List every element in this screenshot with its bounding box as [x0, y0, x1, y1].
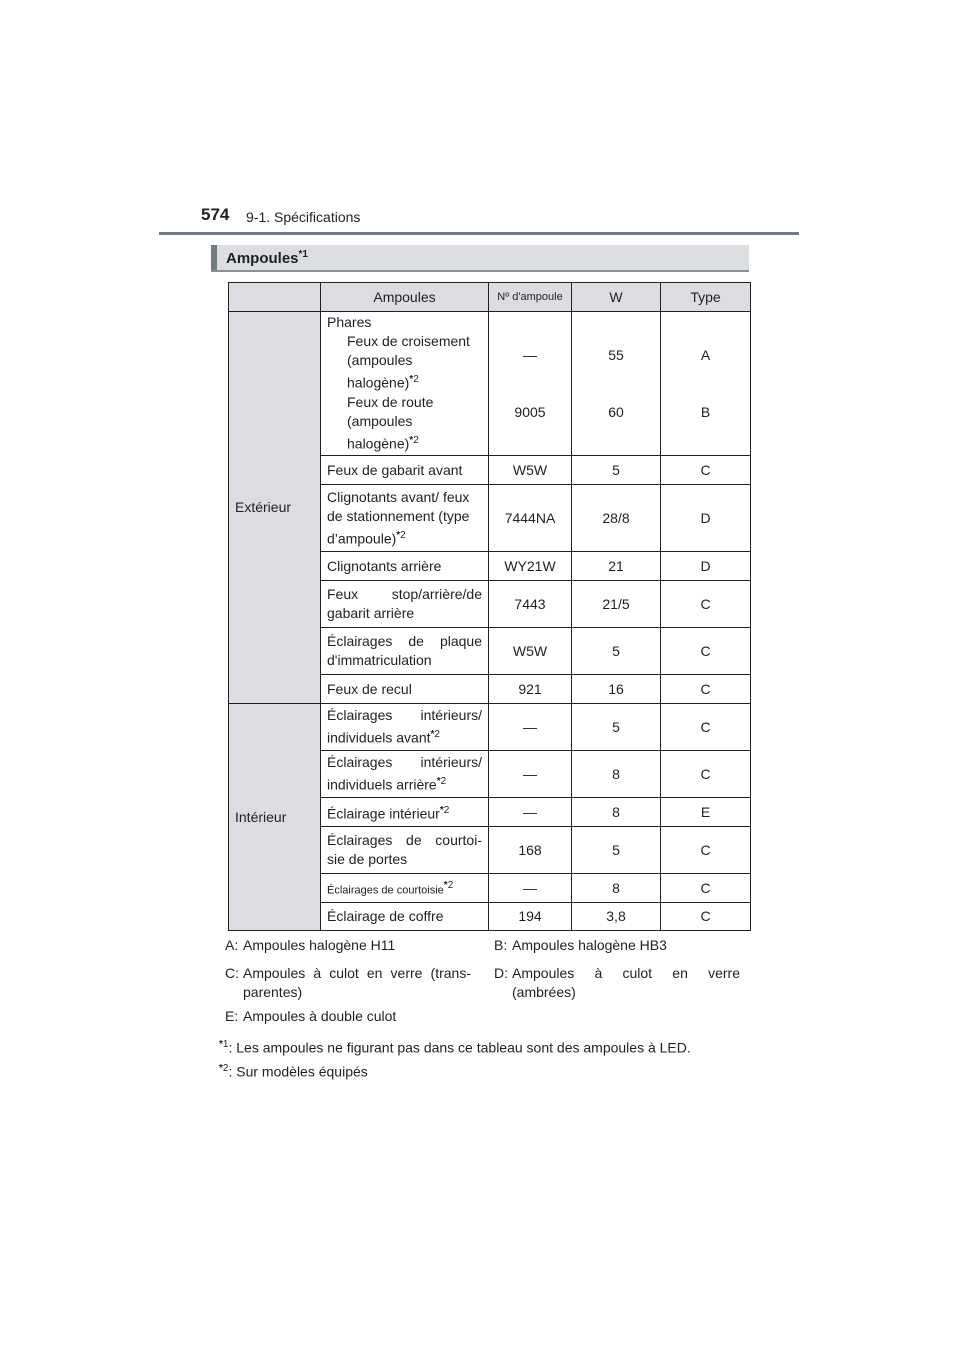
headlights-numbers: [489, 312, 572, 456]
footnote-number: 2: [413, 435, 419, 446]
footnote-number: 2: [222, 1063, 229, 1074]
row-type: D: [661, 552, 751, 581]
row-type: C: [661, 456, 751, 485]
high-beam-label: [327, 393, 482, 454]
footnote-star: *: [219, 1063, 223, 1074]
row-bulb-number: —: [489, 704, 572, 751]
footnote-star: *: [443, 879, 448, 891]
row-watts: 16: [572, 675, 661, 704]
title-stripe: [211, 245, 217, 270]
footnote-number: 2: [440, 776, 447, 788]
row-label-text: Éclairages intérieurs/ individuels avant: [327, 707, 482, 746]
header-type: Type: [661, 283, 751, 312]
legend-c: [225, 964, 475, 1002]
row-label: Éclairage de coffre: [321, 903, 489, 931]
legend-text: Ampoules à double culot: [243, 1008, 397, 1024]
legend-d: [494, 964, 744, 1002]
row-label: [321, 751, 489, 798]
low-beam-watts: 55: [608, 346, 624, 363]
row-label-text: Éclairage intérieur: [327, 805, 440, 822]
legend-b: [494, 936, 744, 955]
footnote-star: *: [430, 729, 435, 741]
legend-key: B:: [494, 937, 508, 953]
row-type: C: [661, 628, 751, 675]
row-headlights-label: [321, 312, 489, 456]
row-watts: 8: [572, 751, 661, 798]
header-bulb-number: Nº d'ampoule: [489, 283, 572, 312]
row-bulb-number: W5W: [489, 628, 572, 675]
header-watts: W: [572, 283, 661, 312]
high-beam-line1: Feux de route: [347, 394, 434, 410]
row-bulb-number: —: [489, 798, 572, 827]
row-bulb-number: W5W: [489, 456, 572, 485]
row-watts: 5: [572, 628, 661, 675]
section-header: 9-1. Spécifications: [246, 209, 361, 225]
row-label-text: Clignotants avant/ feux de stationnement (type d’ampoule): [327, 488, 470, 547]
row-type: D: [661, 485, 751, 552]
high-beam-type: B: [700, 403, 711, 420]
legend-key: E:: [225, 1008, 239, 1024]
low-beam-line3: halogène): [347, 375, 410, 391]
footnote-text: : Les ampoules ne figurant pas dans ce tableau sont des ampoules à LED.: [228, 1039, 691, 1056]
footnote-number: 1: [302, 249, 308, 260]
row-bulb-number: 168: [489, 827, 572, 874]
table-row: [229, 312, 751, 456]
footnote-star: *: [436, 776, 441, 788]
row-label: Éclairages de courtoi- sie de portes: [321, 827, 489, 874]
low-beam-type: A: [700, 346, 711, 363]
header-bulbs: Ampoules: [321, 283, 489, 312]
footnote-1: [219, 1035, 691, 1058]
row-type: C: [661, 827, 751, 874]
footnote-number: 2: [447, 879, 454, 891]
table-row: [229, 704, 751, 751]
footnote-text: : Sur modèles équipés: [228, 1063, 368, 1080]
row-watts: 21/5: [572, 581, 661, 628]
legend-text: Ampoules halogène HB3: [512, 937, 667, 953]
row-watts: 5: [572, 827, 661, 874]
header-rule: [159, 232, 799, 235]
low-beam-line2: (ampoules: [347, 352, 413, 369]
row-type: C: [661, 903, 751, 931]
row-watts: 8: [572, 874, 661, 903]
header-blank: [229, 283, 321, 312]
footnote-number: 2: [434, 729, 440, 741]
legend-text: Ampoules à culot en verre (trans- parentes): [243, 965, 471, 1000]
row-label: Éclairages de plaque d'immatriculation: [321, 628, 489, 675]
group-interior: Intérieur: [229, 704, 321, 931]
row-type: E: [661, 798, 751, 827]
row-label: Clignotants arrière: [321, 552, 489, 581]
low-beam-number: —: [523, 346, 537, 363]
footnote-star: *: [219, 1039, 223, 1050]
legend-a: [225, 936, 470, 955]
low-beam-label: [327, 332, 482, 393]
row-watts: 5: [572, 456, 661, 485]
footnote-number: 2: [443, 804, 450, 816]
footnote-star: *: [298, 249, 303, 260]
row-label: [321, 485, 489, 552]
row-bulb-number: —: [489, 874, 572, 903]
footnote-number: 1: [222, 1039, 229, 1050]
row-label-text: Éclairages de courtoisie: [327, 884, 444, 897]
high-beam-line2: (ampoules: [347, 413, 413, 429]
legend-e: [225, 1007, 485, 1026]
page-number: 574: [201, 205, 230, 224]
high-beam-line3: halogène): [347, 435, 410, 452]
row-bulb-number: 921: [489, 675, 572, 704]
headlights-watts: [572, 312, 661, 456]
legend-text: Ampoules à culot en verre (ambrées): [512, 965, 740, 1000]
row-type: C: [661, 581, 751, 628]
row-type: C: [661, 675, 751, 704]
row-label: [321, 704, 489, 751]
bulb-table: [228, 282, 751, 931]
row-bulb-number: 7444NA: [489, 485, 572, 552]
footnote-star: *: [439, 804, 444, 816]
row-watts: 21: [572, 552, 661, 581]
group-exterior: Extérieur: [229, 312, 321, 704]
footnote-number: 2: [400, 529, 406, 541]
row-type: C: [661, 704, 751, 751]
footnote-star: *: [409, 374, 414, 386]
footnote-star: *: [396, 529, 401, 541]
row-label: Feux stop/arrière/de gabarit arrière: [321, 581, 489, 628]
footnote-2: [219, 1059, 368, 1082]
high-beam-number: 9005: [514, 403, 546, 420]
row-type: C: [661, 874, 751, 903]
headlights-types: [661, 312, 751, 456]
row-bulb-number: 7443: [489, 581, 572, 628]
high-beam-watts: 60: [608, 403, 624, 420]
row-type: C: [661, 751, 751, 798]
row-watts: 8: [572, 798, 661, 827]
legend-key: A:: [225, 937, 239, 953]
row-watts: 28/8: [572, 485, 661, 552]
table-header-row: [229, 283, 751, 312]
row-bulb-number: WY21W: [489, 552, 572, 581]
row-label: [321, 874, 489, 903]
low-beam-line1: Feux de croisement: [347, 333, 470, 350]
row-label: Feux de gabarit avant: [321, 456, 489, 485]
row-watts: 5: [572, 704, 661, 751]
section-title: [226, 249, 308, 267]
footnote-star: *: [409, 435, 414, 446]
section-title-text: Ampoules: [226, 250, 299, 267]
legend-text: Ampoules halogène H11: [243, 937, 396, 953]
row-label: Feux de recul: [321, 675, 489, 704]
row-bulb-number: —: [489, 751, 572, 798]
legend-key: C:: [225, 965, 239, 981]
legend-key: D:: [494, 965, 508, 981]
footnote-number: 2: [413, 374, 419, 386]
headlights-title: Phares: [327, 314, 372, 331]
row-label-text: Éclairages intérieurs/ individuels arrière: [327, 754, 482, 793]
row-label: [321, 798, 489, 827]
section-title-bar: [211, 245, 749, 272]
row-bulb-number: 194: [489, 903, 572, 931]
row-watts: 3,8: [572, 903, 661, 931]
